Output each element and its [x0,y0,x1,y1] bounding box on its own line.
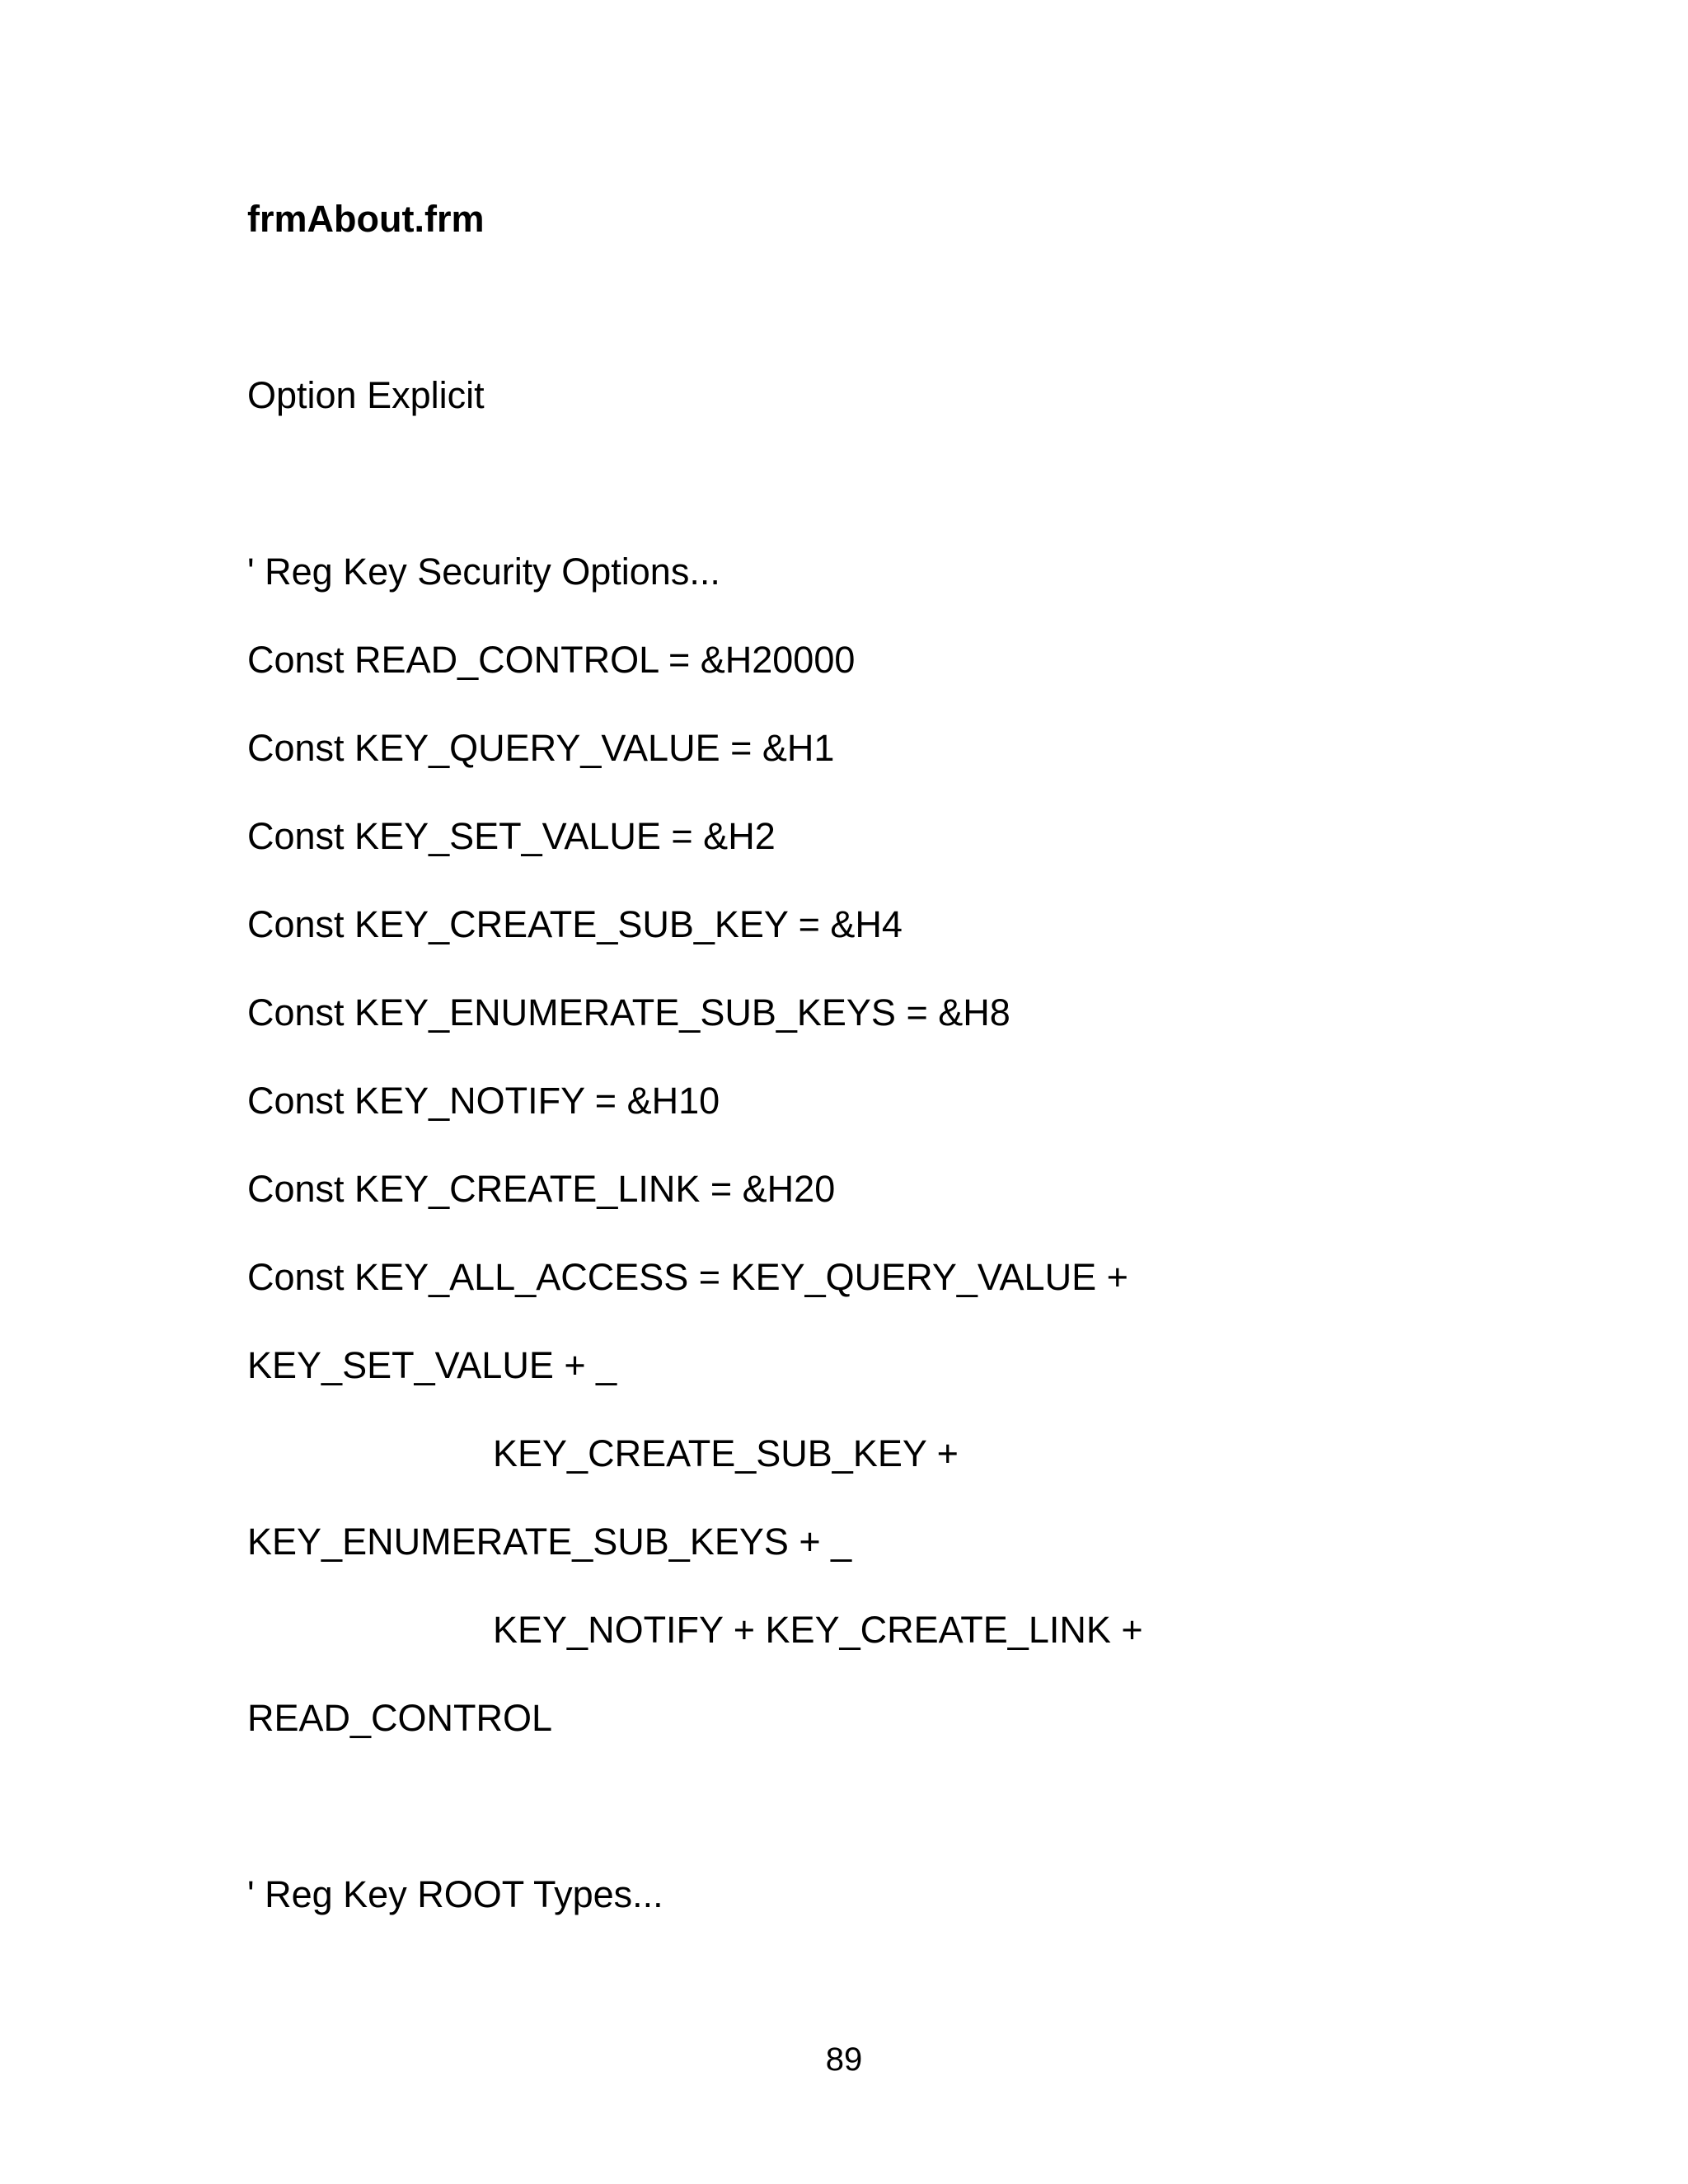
file-title: frmAbout.frm [247,198,485,240]
code-line: Const KEY_CREATE_SUB_KEY = &H4 [247,903,903,945]
code-line: Const KEY_QUERY_VALUE = &H1 [247,727,835,769]
code-line: Const KEY_CREATE_LINK = &H20 [247,1168,836,1210]
code-line: Const KEY_NOTIFY = &H10 [247,1080,720,1122]
code-line: Const KEY_SET_VALUE = &H2 [247,815,776,857]
code-line: Const READ_CONTROL = &H20000 [247,639,856,681]
code-line: READ_CONTROL [247,1697,553,1739]
code-line: KEY_ENUMERATE_SUB_KEYS + _ [247,1521,852,1563]
code-comment: ' Reg Key Security Options... [247,551,720,593]
code-line: Const KEY_ALL_ACCESS = KEY_QUERY_VALUE + [247,1256,1128,1298]
code-line-indented: KEY_CREATE_SUB_KEY + [493,1432,959,1474]
code-line: Option Explicit [247,374,485,416]
code-line: Const KEY_ENUMERATE_SUB_KEYS = &H8 [247,991,1010,1033]
code-line-indented: KEY_NOTIFY + KEY_CREATE_LINK + [493,1609,1143,1651]
code-line: KEY_SET_VALUE + _ [247,1344,617,1386]
code-comment: ' Reg Key ROOT Types... [247,1873,663,1915]
page-number: 89 [825,2041,863,2078]
